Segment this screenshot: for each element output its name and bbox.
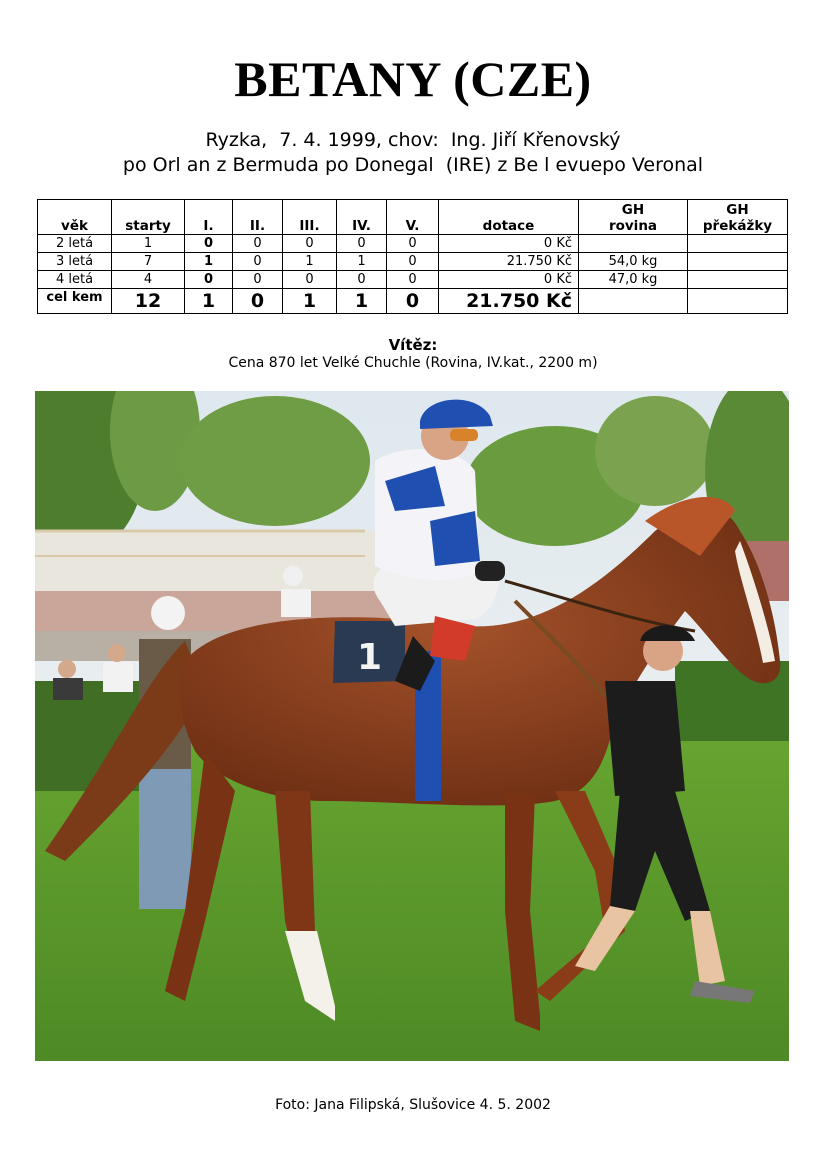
col-header-age: věk [38,200,112,235]
table-row [38,271,788,289]
cell-5th: 0 [387,271,439,289]
saddle-number: 1 [357,637,383,678]
col-header-3rd: III. [283,200,337,235]
cell-1st: 1 [185,253,233,271]
cell-4th: 0 [337,235,387,253]
cell-age: 3 letá [38,253,112,271]
cell-gh-flat: 54,0 kg [579,253,688,271]
pedigree-line: po Orl an z Bermuda po Donegal (IRE) z Be l evuepo Veronal [122,154,704,176]
cell-total-starts: 12 [112,289,185,314]
cell-gh-flat: 47,0 kg [579,271,688,289]
col-header-1st: I. [185,200,233,235]
cell-total-prize: 21.750 Kč [439,289,579,314]
cell-3rd: 1 [283,253,337,271]
cell-gh-jumps [688,271,788,289]
cell-2nd: 0 [233,235,283,253]
cell-2nd: 0 [233,271,283,289]
cell-5th: 0 [387,235,439,253]
cell-prize: 0 Kč [439,271,579,289]
total-row [38,289,788,314]
cell-gh-flat [579,235,688,253]
cell-total-2nd: 0 [233,289,283,314]
cell-starts: 4 [112,271,185,289]
cell-total-4th: 1 [337,289,387,314]
winning-race: Cena 870 let Velké Chuchle (Rovina, IV.kat., 2200 m) [228,355,598,371]
cell-age: 4 letá [38,271,112,289]
cell-gh-jumps [688,253,788,271]
table-row [38,253,788,271]
col-header-prize: dotace [439,200,579,235]
racing-record-table [37,199,788,314]
photo-credit: Foto: Jana Filipská, Slušovice 4. 5. 2002 [275,1097,551,1113]
cell-3rd: 0 [283,235,337,253]
cell-5th: 0 [387,253,439,271]
cell-2nd: 0 [233,253,283,271]
cell-1st: 0 [185,271,233,289]
col-header-2nd: II. [233,200,283,235]
cell-starts: 1 [112,235,185,253]
cell-total-gh-flat [579,289,688,314]
col-header-gh-jumps: GH překážky [688,200,788,235]
cell-1st: 0 [185,235,233,253]
horse-photo [35,391,789,1061]
horse-name-title: BETANY (CZE) [234,51,592,107]
cell-gh-jumps [688,235,788,253]
col-header-4th: IV. [337,200,387,235]
col-header-starts: starty [112,200,185,235]
col-header-gh-flat: GH rovina [579,200,688,235]
cell-total-5th: 0 [387,289,439,314]
cell-4th: 0 [337,271,387,289]
cell-total-label: cel kem [38,289,112,314]
cell-prize: 0 Kč [439,235,579,253]
winner-heading: Vítěz: [388,336,438,354]
table-row [38,235,788,253]
cell-3rd: 0 [283,271,337,289]
cell-total-3rd: 1 [283,289,337,314]
cell-age: 2 letá [38,235,112,253]
cell-prize: 21.750 Kč [439,253,579,271]
cell-total-1st: 1 [185,289,233,314]
cell-total-gh-jumps [688,289,788,314]
horse-details-line: Ryzka, 7. 4. 1999, chov: Ing. Jiří Křenovský [205,129,621,151]
cell-starts: 7 [112,253,185,271]
table-header-row [38,200,788,235]
cell-4th: 1 [337,253,387,271]
col-header-5th: V. [387,200,439,235]
